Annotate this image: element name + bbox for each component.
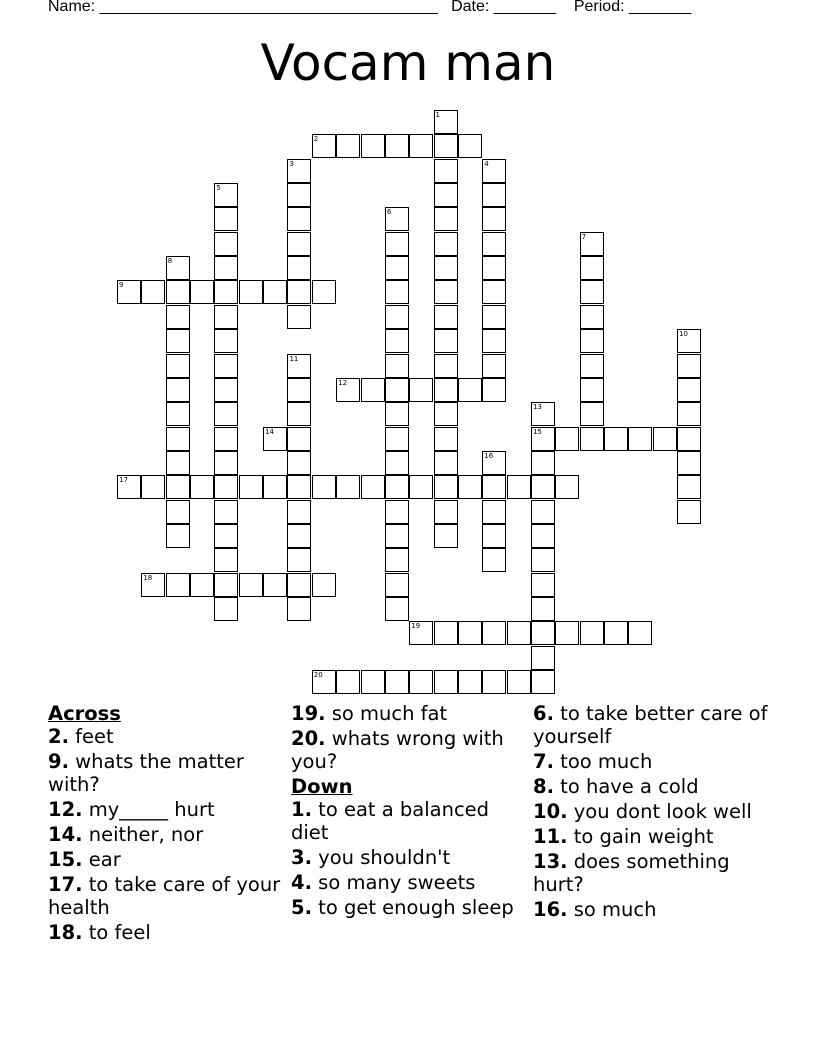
crossword-cell[interactable]: [214, 500, 238, 524]
crossword-cell[interactable]: [166, 451, 190, 475]
crossword-cell[interactable]: [482, 354, 506, 378]
crossword-cell[interactable]: [287, 524, 311, 548]
crossword-cell[interactable]: [434, 305, 458, 329]
clue-number: 6.: [533, 702, 554, 725]
clue-number-label: 4: [484, 159, 489, 168]
crossword-cell[interactable]: [653, 427, 677, 451]
crossword-cell[interactable]: [361, 475, 385, 499]
crossword-cell[interactable]: [166, 329, 190, 353]
crossword-cell[interactable]: [531, 597, 555, 621]
crossword-cell[interactable]: [482, 670, 506, 694]
crossword-cell[interactable]: [507, 475, 531, 499]
crossword-cell[interactable]: [141, 475, 165, 499]
crossword-cell[interactable]: [190, 280, 214, 304]
crossword-cell[interactable]: [385, 354, 409, 378]
clue-text: you shouldn't: [311, 846, 451, 869]
crossword-cell[interactable]: [434, 402, 458, 426]
crossword-cell[interactable]: [385, 548, 409, 572]
crossword-cell[interactable]: [531, 646, 555, 670]
crossword-cell[interactable]: [531, 500, 555, 524]
clue-text: so many sweets: [311, 871, 476, 894]
clue-number-label: 20: [313, 671, 323, 680]
crossword-cell[interactable]: [385, 427, 409, 451]
clue-number-label: 14: [265, 427, 275, 436]
crossword-cell[interactable]: [482, 207, 506, 231]
clues-column-3: [533, 702, 773, 923]
crossword-cell[interactable]: [555, 621, 579, 645]
clue-number-label: 9: [119, 281, 124, 290]
crossword-cell[interactable]: [531, 573, 555, 597]
crossword-cell[interactable]: [190, 573, 214, 597]
clue-text: to get enough sleep: [311, 896, 514, 919]
crossword-cell[interactable]: [434, 280, 458, 304]
clue-number: 13.: [533, 850, 568, 873]
crossword-cell[interactable]: [385, 402, 409, 426]
clue-item: [48, 798, 288, 821]
page-title: Vocam man: [260, 34, 556, 92]
clue-text: to have a cold: [553, 775, 699, 798]
clue-item: [533, 850, 773, 896]
clue-item: [291, 896, 531, 919]
clue-number-label: 5: [216, 184, 221, 193]
clue-number-label: 7: [581, 232, 587, 241]
clue-number: 15.: [48, 848, 83, 871]
clue-number: 5.: [291, 896, 312, 919]
clue-number-label: 18: [143, 573, 153, 582]
crossword-cell[interactable]: [482, 232, 506, 256]
crossword-cell[interactable]: [385, 597, 409, 621]
clue-text: so much: [567, 898, 657, 921]
clue-text: to feel: [82, 921, 151, 944]
crossword-cell[interactable]: [434, 524, 458, 548]
crossword-cell[interactable]: [287, 597, 311, 621]
crossword-cell[interactable]: [287, 232, 311, 256]
crossword-cell[interactable]: [434, 451, 458, 475]
crossword-cell[interactable]: [628, 427, 652, 451]
crossword-cell[interactable]: [385, 524, 409, 548]
crossword-cell[interactable]: [385, 378, 409, 402]
clue-text: you dont look well: [567, 800, 752, 823]
crossword-cell[interactable]: [555, 475, 579, 499]
clue-item: [48, 848, 288, 871]
crossword-cell[interactable]: [239, 280, 263, 304]
crossword-cell[interactable]: [434, 183, 458, 207]
crossword-cell[interactable]: [434, 232, 458, 256]
crossword-cell[interactable]: [190, 475, 214, 499]
crossword-cell[interactable]: [409, 134, 433, 158]
clue-item: [291, 702, 531, 725]
crossword-cell[interactable]: [287, 183, 311, 207]
crossword-cell[interactable]: [482, 524, 506, 548]
crossword-cell[interactable]: [287, 451, 311, 475]
crossword-cell[interactable]: [287, 573, 311, 597]
crossword-cell[interactable]: [385, 500, 409, 524]
clue-number: 16.: [533, 898, 568, 921]
crossword-cell[interactable]: [482, 475, 506, 499]
crossword-cell[interactable]: [287, 427, 311, 451]
crossword-cell[interactable]: [482, 256, 506, 280]
clue-number-label: 8: [167, 257, 173, 266]
clue-number: 9.: [48, 750, 69, 773]
across-clue-list-continued: [291, 702, 531, 773]
period-label: Period:: [573, 0, 625, 15]
crossword-cell[interactable]: [531, 548, 555, 572]
clue-item: [48, 750, 288, 796]
date-label: Date:: [451, 0, 490, 15]
clue-number: 4.: [291, 871, 312, 894]
crossword-cell[interactable]: [580, 427, 604, 451]
clue-item: [533, 775, 773, 798]
crossword-cell[interactable]: [385, 329, 409, 353]
crossword-cell[interactable]: [141, 280, 165, 304]
crossword-cell[interactable]: [434, 134, 458, 158]
crossword-cell[interactable]: [434, 378, 458, 402]
crossword-cell[interactable]: [287, 402, 311, 426]
crossword-cell[interactable]: [434, 159, 458, 183]
crossword-cell[interactable]: [507, 621, 531, 645]
crossword-cell[interactable]: [166, 305, 190, 329]
clue-text: so much fat: [325, 702, 448, 725]
crossword-cell[interactable]: [677, 500, 701, 524]
crossword-cell[interactable]: [458, 134, 482, 158]
clue-number-label: 16: [484, 451, 494, 460]
crossword-cell[interactable]: [482, 280, 506, 304]
down-heading: Down: [291, 775, 353, 798]
crossword-cell[interactable]: [166, 280, 190, 304]
clue-text: feet: [68, 725, 114, 748]
crossword-cell[interactable]: [214, 207, 238, 231]
clue-item: [533, 800, 773, 823]
down-clue-list: [291, 798, 531, 919]
clue-number: 11.: [533, 825, 568, 848]
name-blank[interactable]: ______________________________________: [99, 0, 438, 15]
crossword-cell[interactable]: [166, 573, 190, 597]
crossword-cell[interactable]: [580, 305, 604, 329]
crossword-cell[interactable]: [385, 451, 409, 475]
clue-item: [291, 871, 531, 894]
across-heading: Across: [48, 702, 121, 725]
crossword-cell[interactable]: [385, 232, 409, 256]
clue-text: ear: [82, 848, 121, 871]
crossword-cell[interactable]: [214, 305, 238, 329]
crossword-cell[interactable]: [166, 402, 190, 426]
crossword-cell[interactable]: [312, 573, 336, 597]
crossword-cell[interactable]: [580, 378, 604, 402]
crossword-cell[interactable]: [677, 402, 701, 426]
crossword-cell[interactable]: [385, 280, 409, 304]
clue-number: 20.: [291, 727, 326, 750]
crossword-cell[interactable]: [263, 573, 287, 597]
crossword-cell[interactable]: [361, 378, 385, 402]
crossword-cell[interactable]: [482, 621, 506, 645]
crossword-cell[interactable]: [287, 207, 311, 231]
down-clue-list-continued: [533, 702, 773, 921]
crossword-cell[interactable]: [580, 280, 604, 304]
clue-number-label: 13: [532, 403, 542, 412]
clue-number: 7.: [533, 750, 554, 773]
clue-item: [48, 725, 288, 748]
crossword-cell[interactable]: [482, 329, 506, 353]
crossword-cell[interactable]: [580, 621, 604, 645]
crossword-cell[interactable]: [482, 548, 506, 572]
clue-number-label: 6: [386, 208, 392, 217]
clue-text: my_____ hurt: [82, 798, 215, 821]
clue-item: [291, 798, 531, 844]
crossword-cell[interactable]: [434, 256, 458, 280]
crossword-cell[interactable]: [434, 670, 458, 694]
clue-number-label: 19: [411, 622, 421, 631]
crossword-cell[interactable]: [628, 621, 652, 645]
clue-item: [291, 727, 531, 773]
crossword-cell[interactable]: [263, 475, 287, 499]
crossword-cell[interactable]: [409, 670, 433, 694]
crossword-cell[interactable]: [580, 402, 604, 426]
crossword-cell[interactable]: [434, 207, 458, 231]
clue-number-label: 17: [119, 476, 128, 485]
across-clue-list: [48, 725, 288, 944]
clue-number: 12.: [48, 798, 83, 821]
clue-number: 10.: [533, 800, 568, 823]
crossword-cell[interactable]: [287, 548, 311, 572]
clue-text: too much: [553, 750, 653, 773]
crossword-cell[interactable]: [214, 329, 238, 353]
crossword-cell[interactable]: [214, 402, 238, 426]
crossword-cell[interactable]: [531, 524, 555, 548]
clue-number: 14.: [48, 823, 83, 846]
date-blank[interactable]: _______: [493, 0, 557, 15]
clue-number: 1.: [291, 798, 312, 821]
clue-number-label: 12: [338, 378, 348, 387]
clue-item: [533, 750, 773, 773]
crossword-cell[interactable]: [385, 134, 409, 158]
crossword-cell[interactable]: [677, 451, 701, 475]
crossword-cell[interactable]: [507, 670, 531, 694]
clue-item: [291, 846, 531, 869]
clue-number: 19.: [291, 702, 326, 725]
crossword-cell[interactable]: [604, 427, 628, 451]
crossword-cell[interactable]: [531, 621, 555, 645]
crossword-cell[interactable]: [677, 475, 701, 499]
crossword-cell[interactable]: [214, 548, 238, 572]
crossword-cell[interactable]: [458, 378, 482, 402]
clue-number-label: 11: [289, 354, 299, 363]
crossword-cell[interactable]: [287, 280, 311, 304]
clue-text: to eat a balanced diet: [291, 798, 490, 844]
clue-item: [533, 898, 773, 921]
crossword-cell[interactable]: [166, 354, 190, 378]
crossword-cell[interactable]: [166, 500, 190, 524]
crossword-cell[interactable]: [604, 621, 628, 645]
crossword-cell[interactable]: [287, 378, 311, 402]
crossword-cell[interactable]: [263, 280, 287, 304]
clue-number-label: 2: [313, 135, 319, 144]
crossword-cell[interactable]: [166, 378, 190, 402]
crossword-cell[interactable]: [214, 573, 238, 597]
clue-item: [533, 825, 773, 848]
period-blank[interactable]: _______: [629, 0, 692, 15]
clue-number: 2.: [48, 725, 69, 748]
clue-text: to take better care of yourself: [533, 702, 768, 748]
crossword-cell[interactable]: [580, 256, 604, 280]
crossword-cell[interactable]: [458, 670, 482, 694]
crossword-cell[interactable]: [239, 573, 263, 597]
crossword-cell[interactable]: [580, 354, 604, 378]
crossword-cell[interactable]: [166, 524, 190, 548]
crossword-cell[interactable]: [677, 354, 701, 378]
crossword-cell[interactable]: [214, 280, 238, 304]
crossword-cell[interactable]: [409, 378, 433, 402]
clue-number: 3.: [291, 846, 312, 869]
crossword-cell[interactable]: [580, 329, 604, 353]
crossword-cell[interactable]: [677, 378, 701, 402]
clue-number-label: 3: [289, 159, 294, 168]
crossword-cell[interactable]: [214, 256, 238, 280]
clue-text: whats wrong with you?: [291, 727, 504, 773]
clue-number-label: 1: [435, 111, 441, 119]
clue-number-label: 10: [679, 330, 688, 339]
crossword-cell[interactable]: [361, 670, 385, 694]
crossword-cell[interactable]: [458, 475, 482, 499]
crossword-cell[interactable]: [531, 475, 555, 499]
clue-item: [48, 873, 288, 919]
crossword-cell[interactable]: [214, 232, 238, 256]
crossword-cell[interactable]: [312, 475, 336, 499]
crossword-cell[interactable]: [214, 597, 238, 621]
crossword-cell[interactable]: [385, 670, 409, 694]
crossword-cell[interactable]: [312, 280, 336, 304]
crossword-cell[interactable]: [336, 134, 360, 158]
crossword-cell[interactable]: [166, 427, 190, 451]
crossword-cell[interactable]: [434, 475, 458, 499]
clue-number: 18.: [48, 921, 83, 944]
crossword-cell[interactable]: [434, 354, 458, 378]
clue-number: 17.: [48, 873, 83, 896]
crossword-cell[interactable]: [385, 305, 409, 329]
crossword-cell[interactable]: [214, 451, 238, 475]
clue-item: [533, 702, 773, 748]
clue-number: 8.: [533, 775, 554, 798]
clues-column-2: [291, 702, 531, 921]
crossword-cell[interactable]: [385, 573, 409, 597]
crossword-cell[interactable]: [555, 427, 579, 451]
crossword-cell[interactable]: [482, 183, 506, 207]
crossword-cell[interactable]: [409, 475, 433, 499]
crossword-cell[interactable]: [287, 500, 311, 524]
crossword-cell[interactable]: [287, 475, 311, 499]
clue-text: does something hurt?: [533, 850, 730, 896]
crossword-cell[interactable]: [531, 451, 555, 475]
clue-item: [48, 823, 288, 846]
crossword-cell[interactable]: [434, 427, 458, 451]
clues-column-1: [48, 702, 288, 946]
crossword-cell[interactable]: [482, 500, 506, 524]
crossword-cell[interactable]: [336, 475, 360, 499]
clue-text: to gain weight: [567, 825, 714, 848]
clue-item: [48, 921, 288, 944]
crossword-cell[interactable]: [482, 305, 506, 329]
crossword-cell[interactable]: [239, 475, 263, 499]
crossword-cell[interactable]: [482, 378, 506, 402]
crossword-cell[interactable]: [287, 256, 311, 280]
crossword-cell[interactable]: [434, 329, 458, 353]
crossword-cell[interactable]: [385, 256, 409, 280]
clue-text: whats the matter with?: [48, 750, 244, 796]
crossword-cell[interactable]: [677, 427, 701, 451]
clue-text: neither, nor: [82, 823, 204, 846]
crossword-cell[interactable]: [214, 475, 238, 499]
clue-text: to take care of your health: [48, 873, 281, 919]
crossword-cell[interactable]: [385, 475, 409, 499]
crossword-cell[interactable]: [434, 621, 458, 645]
crossword-cell[interactable]: [458, 621, 482, 645]
crossword-cell[interactable]: [361, 134, 385, 158]
clue-number-label: 15: [532, 427, 542, 436]
crossword-cell[interactable]: [531, 670, 555, 694]
crossword-cell[interactable]: [287, 305, 311, 329]
name-label: Name:: [48, 0, 96, 15]
crossword-cell[interactable]: [166, 475, 190, 499]
crossword-cell[interactable]: [434, 500, 458, 524]
crossword-cell[interactable]: [336, 670, 360, 694]
crossword-cell[interactable]: [214, 378, 238, 402]
crossword-cell[interactable]: [214, 524, 238, 548]
crossword-cell[interactable]: [214, 427, 238, 451]
crossword-cell[interactable]: [214, 354, 238, 378]
